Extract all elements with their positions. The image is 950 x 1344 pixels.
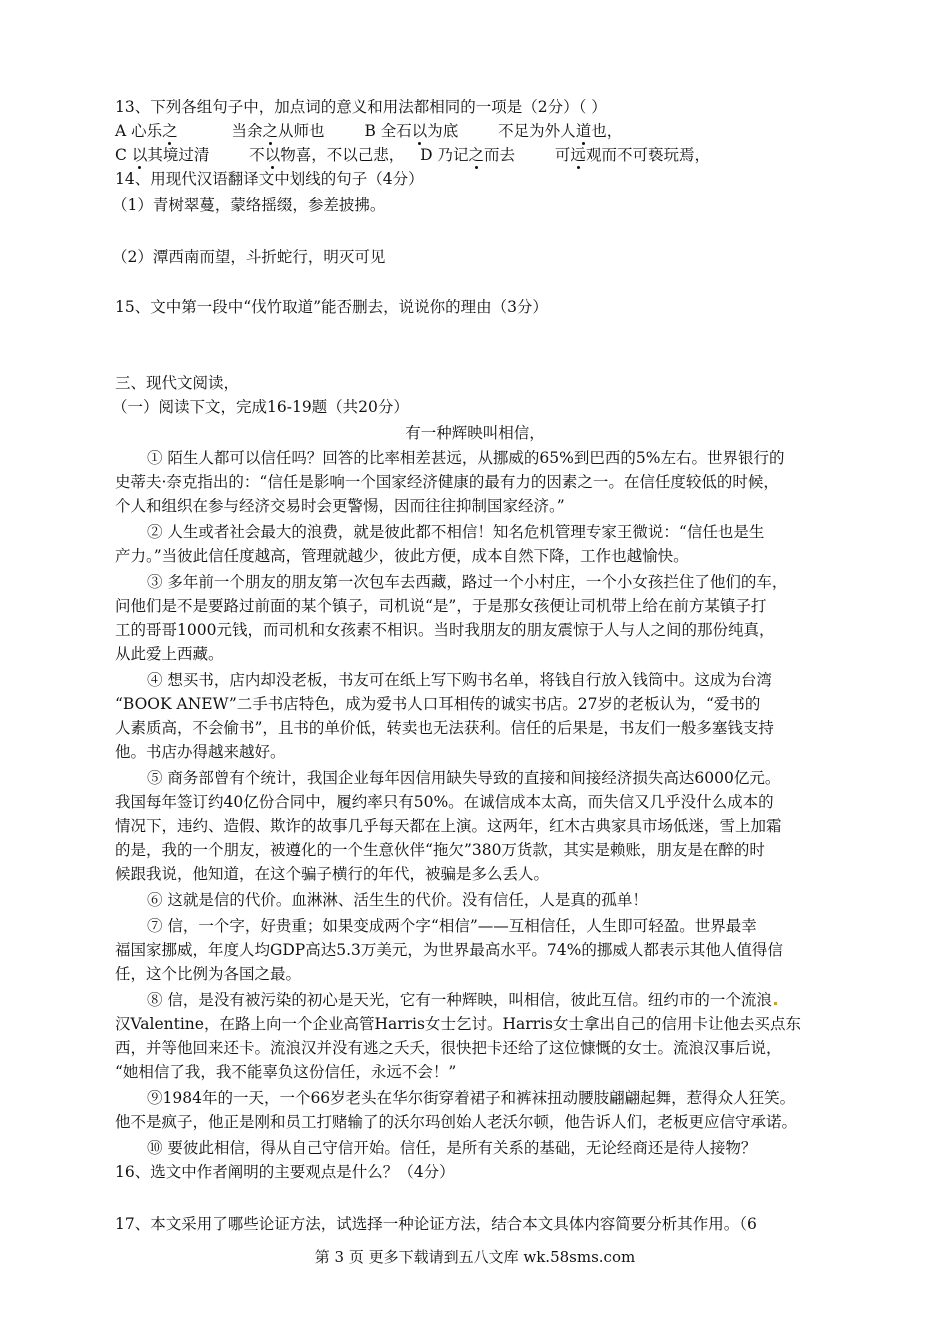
emphasis-dot-char: 以 [264,146,281,164]
option-b-label: B 全石 [364,122,412,140]
paragraph-5-line: 我国每年签订约40亿份合同中，履约率只有50%。在诚信成本太高，而失信又几乎没什么成本的 [115,793,774,811]
paragraph-5-line: 的是，我的一个朋友，被遵化的一个生意伙伴“拖欠”380万货款，其实是赖账，朋友是在醉的时 [115,841,765,859]
paragraph-5-line: 情况下，违约、造假、欺诈的故事几乎每天都在上演。这两年，红木古典家具市场低迷，雪上加霜 [115,817,782,835]
paragraph-2-line: ② 人生或者社会最大的浪费，就是彼此都不相信！知名危机管理专家王微说：“信任也是生 [147,523,765,541]
emphasis-dot-char: 以 [411,122,428,140]
paragraph-7-line: 任，这个比例为各国之最。 [115,965,302,983]
emphasis-dot-char: 以 [131,146,148,164]
paragraph-4-line: ④ 想买书，店内却没老板，书友可在纸上写下购书名单，将钱自行放入钱筒中。这成为台湾 [147,671,772,689]
emphasis-dot-char: 之 [162,122,178,140]
question-16: 16、选文中作者阐明的主要观点是什么？（4分） [115,1163,455,1181]
emphasis-dot-char: 之 [262,122,279,140]
emphasis-dot-char: 道 [575,122,592,140]
question-13-stem: 13、下列各组句子中，加点词的意义和用法都相同的一项是（2分）（ ） [115,98,607,116]
emphasis-dot-char: 之 [468,146,485,164]
paragraph-7-line: ⑦ 信，一个字，好贵重；如果变成两个字“相信”——互相信任，人生即可轻盈。世界最幸 [147,917,757,935]
paragraph-8-line: 西，并等他回来还卡。流浪汉并没有逃之夭夭，很快把卡还给了这位慷慨的女士。流浪汉事后说， [115,1039,782,1057]
paragraph-3-line: 从此爱上西藏。 [115,645,224,663]
question-14-item-2: （2）潭西南而望，斗折蛇行，明灭可见 [112,248,386,266]
question-17: 17、本文采用了哪些论证方法，试选择一种论证方法，结合本文具体内容简要分析其作用。（6 [115,1215,757,1233]
paragraph-1-line: 个人和组织在参与经济交易时会更警惕，因而往往抑制国家经济。” [115,497,565,515]
paragraph-4-line: 人素质高，不会偷书”，且书的单价低，转卖也无法获利。信任的后果是，书友们一般多塞钱支持 [115,719,774,737]
question-14-item-1: （1）青树翠蔓，蒙络摇缀，参差披拂。 [112,196,386,214]
paragraph-3-line: 问他们是不是要路过前面的某个镇子，司机说“是”，于是那女孩便让司机带上给在前方某镇子打 [115,597,767,615]
option-a-label: A 心乐 [115,122,163,140]
page-footer: 第 3 页 更多下载请到五八文库 wk.58sms.com [314,1248,636,1266]
option-c-label: C [115,146,127,164]
paragraph-1-line: 史蒂夫·奈克指出的：“信任是影响一个国家经济健康的最有力的因素之一。在信任度较低的时候， [115,473,779,491]
paragraph-3-line: ③ 多年前一个朋友的朋友第一次包车去西藏，路过一个小村庄，一个小女孩拦住了他们的车， [147,573,788,591]
paragraph-7-line: 福国家挪威，年度人均GDP高达5.3万美元，为世界最高水平。74%的挪威人都表示其他人值得信 [115,941,783,959]
scan-mark [774,1002,777,1005]
option-d-label: D 乃记 [420,146,469,164]
question-13-options-cd: C 以其境过清 不以物喜，不以己悲， D 乃记之而去 可远观而不可亵玩焉， [115,146,710,164]
emphasis-dot-char: 远 [570,146,586,164]
paragraph-5-line: 候跟我说，他知道，在这个骗子横行的年代，被骗是多么丢人。 [115,865,550,883]
paragraph-10-line: ⑩ 要彼此相信，得从自己守信开始。信任，是所有关系的基础，无论经商还是待人接物？ [147,1139,757,1157]
paragraph-8-line: 汉Valentine，在路上向一个企业高管Harris女士乞讨。Harris女士拿出自己的信用卡让他去买点东 [115,1015,801,1033]
paragraph-8-line: ⑧ 信，是没有被污染的初心是天光，它有一种辉映，叫相信，彼此互信。纽约市的一个流浪 [147,989,850,1011]
article-title: 有一种辉映叫相信， [405,424,545,442]
paragraph-1-line: ① 陌生人都可以信任吗？回答的比率相差甚远，从挪威的65%到巴西的5%左右。世界银行的 [147,449,785,467]
question-13-options-ab: A 心乐之 当余之从师也 B 全石以为底 不足为外人道也， [115,122,623,140]
paragraph-4-line: “BOOK ANEW”二手书店特色，成为爱书人口耳相传的诚实书店。27岁的老板认为，“爱书的 [115,695,761,713]
paragraph-8-line: “她相信了我，我不能辜负这份信任，永远不会！” [115,1063,457,1081]
paragraph-2-line: 产力。”当彼此信任度越高，管理就越少，彼此方便，成本自然下降，工作也越愉快。 [115,547,689,565]
section-heading: 三、现代文阅读， [115,374,240,392]
paragraph-3-line: 工的哥哥1000元钱，而司机和女孩素不相识。当时我朋友的朋友震惊于人与人之间的那份纯真， [115,621,775,639]
question-15: 15、文中第一段中“伐竹取道”能否删去，说说你的理由（3分） [115,298,548,316]
question-14-stem: 14、用现代汉语翻译文中划线的句子（4分） [115,170,424,188]
paragraph-9-line: 他不是疯子，他正是刚和员工打赌输了的沃尔玛创始人老沃尔顿，他告诉人们，老板更应信守承诺。 [115,1113,798,1131]
paragraph-9-line: ⑨1984年的一天，一个66岁老头在华尔街穿着裙子和裤袜扭动腰肢翩翩起舞，惹得众人狂笑。 [147,1089,796,1107]
paragraph-5-line: ⑤ 商务部曾有个统计，我国企业每年因信用缺失导致的直接和间接经济损失高达6000亿元。 [147,769,781,787]
paragraph-4-line: 他。书店办得越来越好。 [115,743,286,761]
section-subheading: （一）阅读下文，完成16-19题（共20分） [112,398,409,416]
paragraph-6-line: ⑥ 这就是信的代价。血淋淋、活生生的代价。没有信任，人是真的孤单！ [147,891,648,909]
